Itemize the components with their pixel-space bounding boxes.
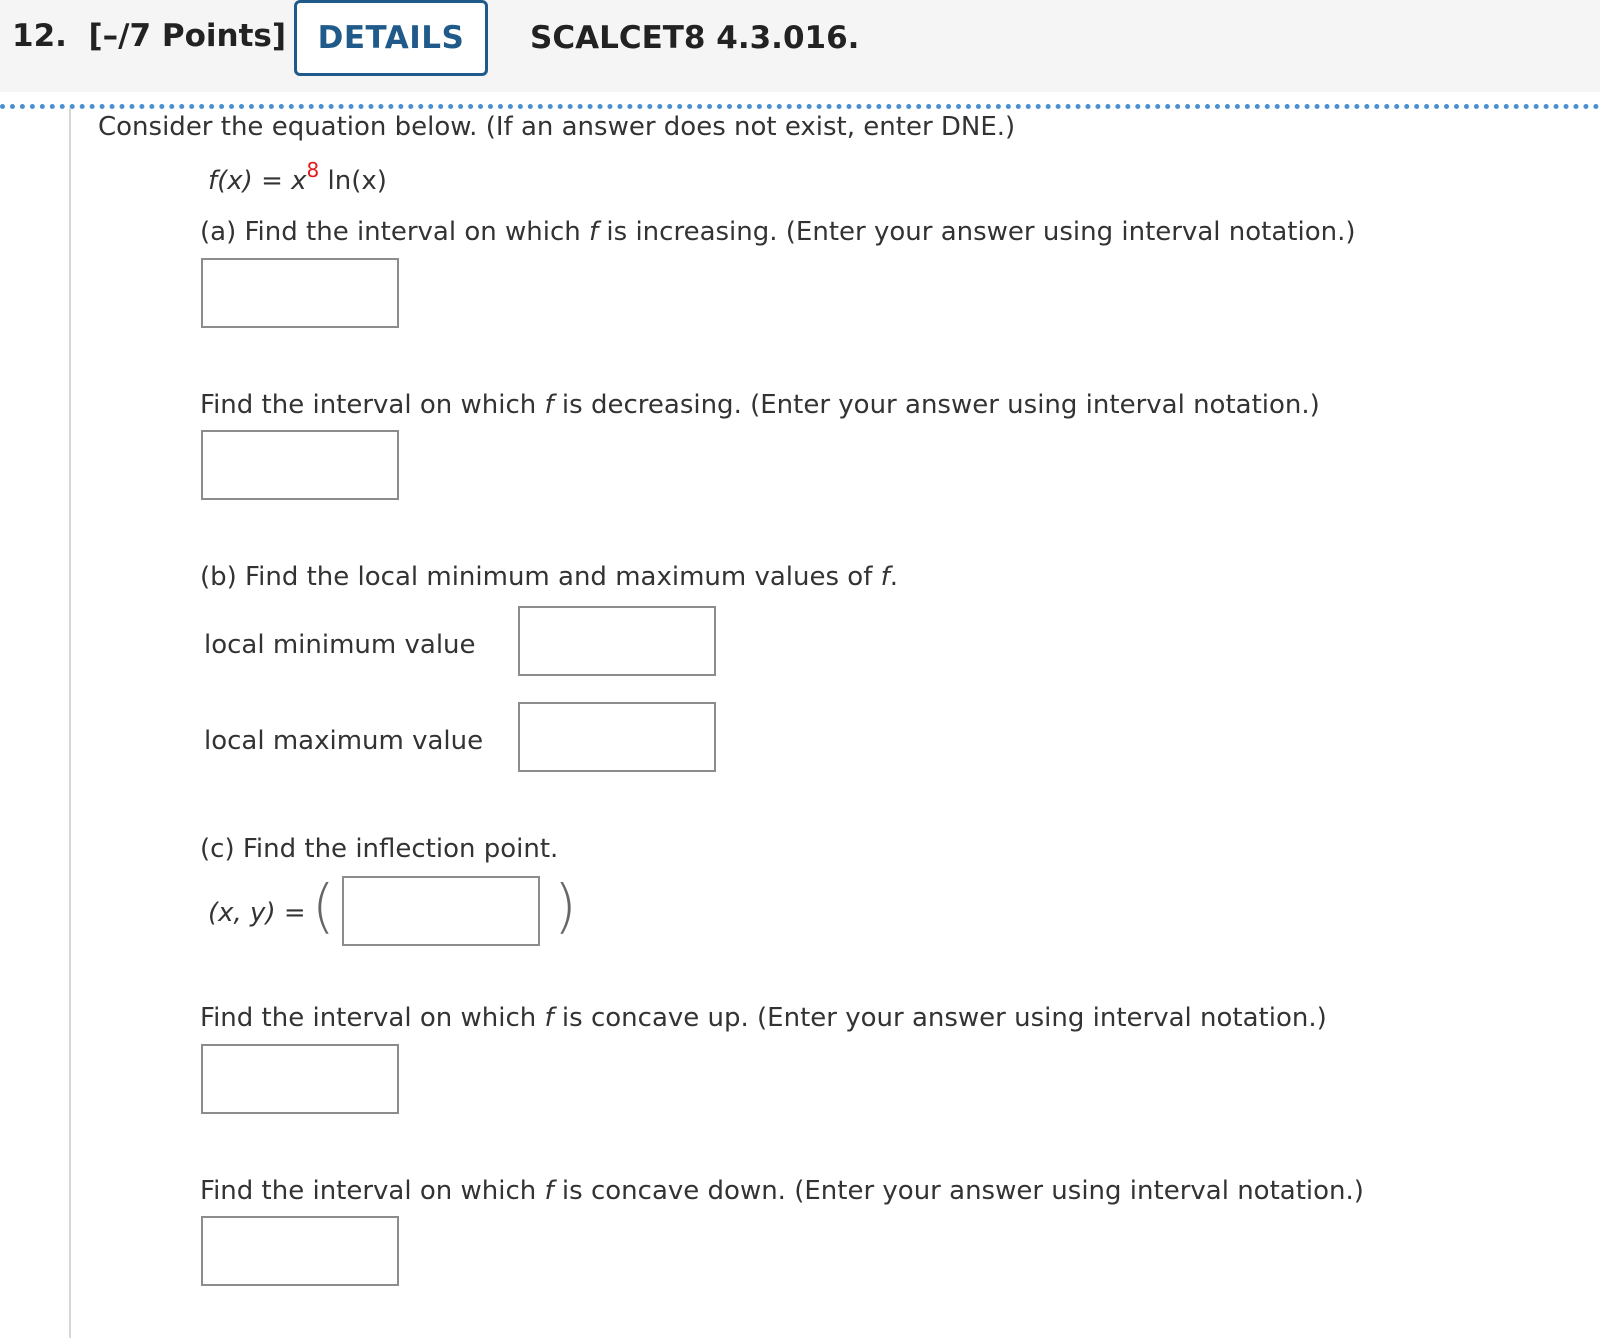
local-max-label: local maximum value (204, 726, 484, 756)
question-header (0, 0, 1600, 92)
inflection-open-paren: ( (312, 872, 335, 940)
prompt-concave-up-var: f (544, 1003, 554, 1033)
prompt-decreasing-var: f (544, 390, 554, 420)
prompt-inflection: (c) Find the inflection point. (200, 834, 559, 864)
prompt-concave-down-var: f (544, 1176, 554, 1206)
dotted-separator (0, 104, 1600, 109)
local-min-label: local minimum value (204, 630, 476, 660)
prompt-concave-up-suffix: is concave up. (Enter your answer using interval notation.) (553, 1003, 1327, 1033)
inflection-label-row (208, 898, 306, 928)
equation-base: x (291, 166, 307, 196)
increasing-interval-input[interactable] (201, 258, 399, 328)
decreasing-interval-input[interactable] (201, 430, 399, 500)
question-number: 12. (12, 18, 67, 54)
prompt-increasing-var: f (589, 217, 599, 247)
prompt-local-extrema-suffix: . (889, 562, 899, 592)
prompt-concave-down (200, 1176, 1364, 1206)
prompt-increasing (200, 217, 1355, 247)
inflection-label: (x, y) (208, 898, 276, 928)
equation (208, 158, 387, 196)
points-label: [–/7 Points] (88, 18, 287, 54)
prompt-local-extrema-var: f (880, 562, 890, 592)
equation-lhs: f(x) (208, 166, 253, 196)
problem-intro: Consider the equation below. (If an answer does not exist, enter DNE.) (98, 112, 1016, 142)
prompt-concave-down-prefix: Find the interval on which (200, 1176, 545, 1206)
left-margin-rule (69, 108, 71, 1338)
prompt-local-extrema (200, 562, 898, 592)
prompt-increasing-suffix: is increasing. (Enter your answer using interval notation.) (598, 217, 1356, 247)
equation-equals: = (261, 166, 283, 196)
prompt-decreasing (200, 390, 1320, 420)
inflection-equals: = (283, 898, 306, 928)
details-button[interactable]: DETAILS (294, 0, 488, 76)
concave-up-interval-input[interactable] (201, 1044, 399, 1114)
question-number-and-points (12, 18, 286, 54)
equation-rest: ln(x) (327, 166, 387, 196)
problem-source: SCALCET8 4.3.016. (530, 20, 860, 56)
prompt-concave-up-prefix: Find the interval on which (200, 1003, 545, 1033)
prompt-local-extrema-prefix: (b) Find the local minimum and maximum values of (200, 562, 881, 592)
prompt-decreasing-suffix: is decreasing. (Enter your answer using interval notation.) (553, 390, 1320, 420)
inflection-point-input[interactable] (342, 876, 540, 946)
inflection-close-paren: ) (554, 872, 577, 940)
concave-down-interval-input[interactable] (201, 1216, 399, 1286)
prompt-decreasing-prefix: Find the interval on which (200, 390, 545, 420)
local-min-input[interactable] (518, 606, 716, 676)
prompt-concave-down-suffix: is concave down. (Enter your answer using interval notation.) (553, 1176, 1364, 1206)
equation-exponent: 8 (306, 158, 320, 182)
prompt-concave-up (200, 1003, 1327, 1033)
local-max-input[interactable] (518, 702, 716, 772)
prompt-increasing-prefix: (a) Find the interval on which (200, 217, 589, 247)
